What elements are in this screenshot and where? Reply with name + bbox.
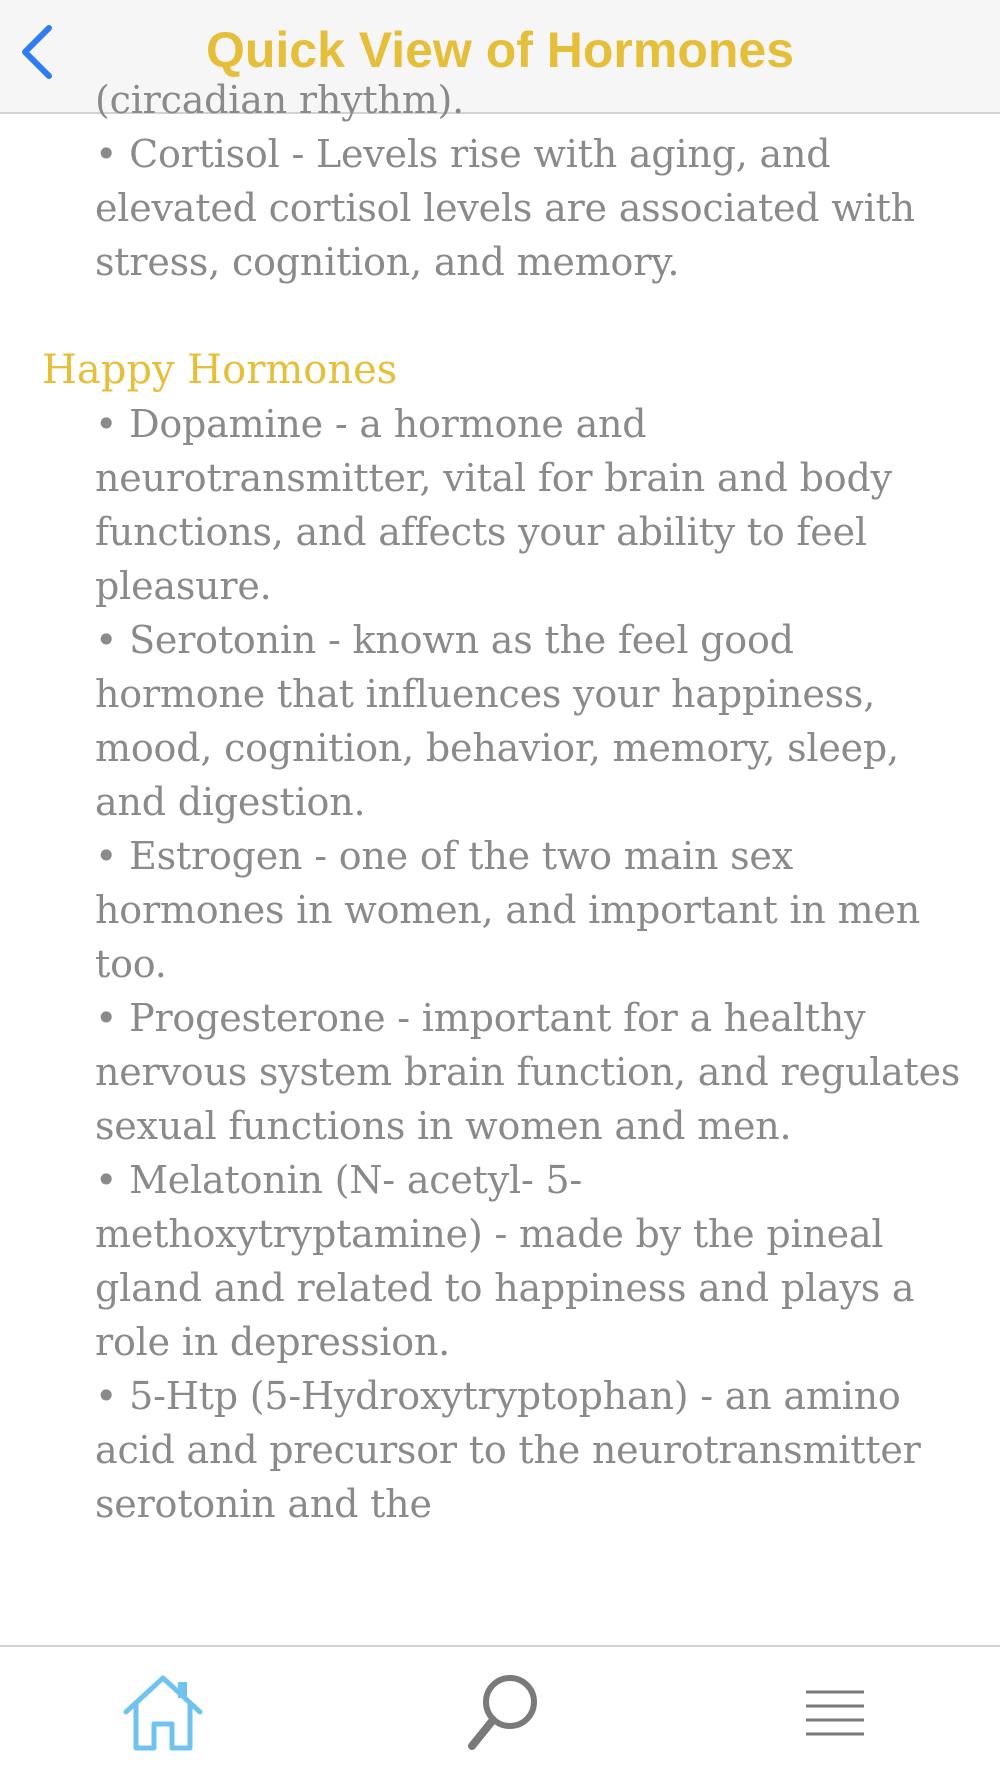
search-icon bbox=[462, 1670, 542, 1754]
section-heading-happy-hormones: Happy Hormones bbox=[42, 347, 398, 393]
bullet-cortisol: • Cortisol - Levels rise with aging, and elevated cortisol levels are associated with stress, cognition, and memory. bbox=[95, 132, 915, 284]
bullet-progesterone: • Progesterone - important for a healthy nervous system brain function, and regulates sexual functions in women and men. bbox=[95, 996, 961, 1148]
bullet-dopamine: • Dopamine - a hormone and neurotransmitter, vital for brain and body functions, and affects your ability to feel pleasure. bbox=[95, 402, 892, 608]
tab-home[interactable] bbox=[113, 1667, 213, 1757]
content-body bbox=[0, 73, 1000, 1531]
bullet-5-htp: • 5-Htp (5-Hydroxytryptophan) - an amino acid and precursor to the neurotransmitter serotonin and the bbox=[95, 1374, 921, 1526]
partial-text-line: (circadian rhythm). bbox=[95, 78, 465, 122]
bullet-estrogen: • Estrogen - one of the two main sex hormones in women, and important in men too. bbox=[95, 834, 920, 986]
bullet-serotonin: • Serotonin - known as the feel good hormone that influences your happiness, mood, cognition, behavior, memory, sleep, and digestion. bbox=[95, 618, 899, 824]
bullet-melatonin: • Melatonin (N- acetyl- 5- methoxytryptamine) - made by the pineal gland and related to happiness and plays a role in depression. bbox=[95, 1158, 915, 1364]
tab-search[interactable] bbox=[452, 1667, 552, 1757]
home-icon bbox=[120, 1672, 206, 1752]
menu-icon bbox=[802, 1684, 868, 1740]
tab-menu[interactable] bbox=[785, 1667, 885, 1757]
content-scroll-area[interactable] bbox=[0, 78, 1000, 1610]
tab-bar bbox=[0, 1645, 1000, 1778]
page-title: Quick View of Hormones bbox=[205, 22, 795, 78]
